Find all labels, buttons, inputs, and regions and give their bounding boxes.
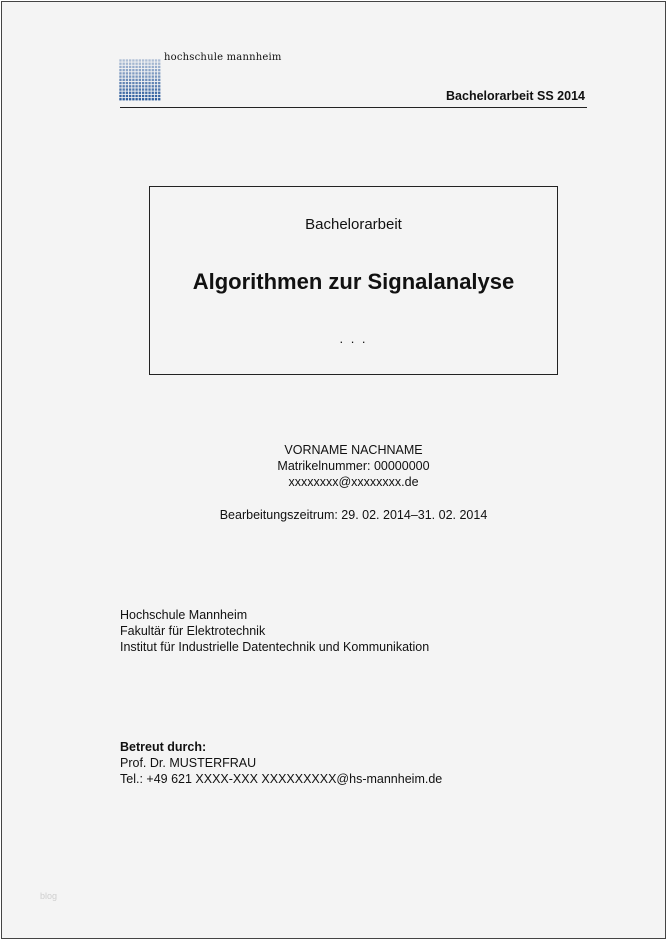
thesis-semester-label: Bachelorarbeit SS 2014 [446,89,585,103]
document-page [1,1,666,939]
thesis-title: Algorithmen zur Signalanalyse [192,269,515,294]
university-logo [119,52,282,102]
supervisor-contact: Tel.: +49 621 XXXX-XXX XXXXXXXXX@hs-mannheim.de [120,772,443,786]
supervisor-name: Prof. Dr. MUSTERFRAU [120,756,257,770]
author-name: VORNAME NACHNAME [284,443,423,457]
institution-university: Hochschule Mannheim [120,608,248,622]
title-box [149,186,558,375]
institution-institute: Institut für Industrielle Datentechnik und Kommunikation [120,640,430,654]
watermark-text: blog [40,891,58,901]
thesis-kind: Bachelorarbeit [305,216,402,233]
author-block [120,442,587,490]
institution-faculty: Fakultär für Elektrotechnik [120,624,266,638]
institution-block [120,607,429,655]
supervisor-block [120,739,442,787]
logo-grid-icon [119,59,161,101]
supervisor-label: Betreut durch: [120,740,207,754]
header-divider [120,107,587,108]
work-period: Bearbeitungszeitrum: 29. 02. 2014–31. 02. 2014 [219,508,488,522]
author-email: xxxxxxxx@xxxxxxxx.de [288,475,419,489]
author-matrikel: Matrikelnummer: 00000000 [277,459,430,473]
thesis-subtitle: . . . [339,331,368,346]
logo-text: hochschule mannheim [164,52,282,63]
